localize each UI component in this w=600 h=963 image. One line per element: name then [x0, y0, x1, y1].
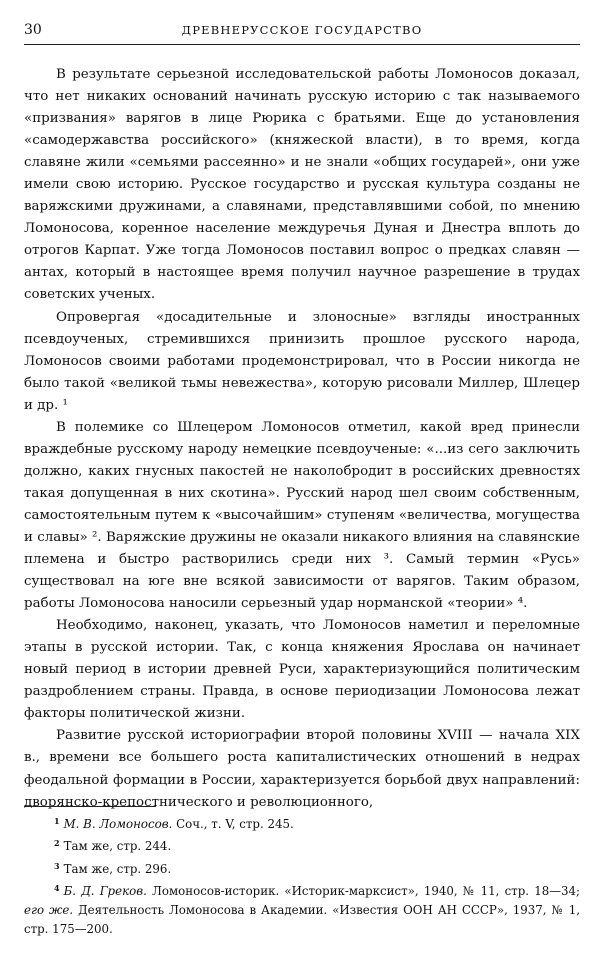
paragraph: В полемике со Шлецером Ломоносов отметил, какой вред принесли враждебные русскому народу немецкие псевдоученые: «...из сего заключить должно, каких гнусных пакостей не наколобродит в российских древностях такая допущенная в них скотина». Русский народ шел своим собственным, самостоятельным путем к «высочайшим» ступеням «величества, могущества и славы» ². Варяжские дружины не оказали никакого влияния на славянские племена и быстро растворились среди них ³. Самый термин «Русь» существовал на юге вне всякой зависимости от варягов. Таким образом, работы Ломоносова наносили серьезный удар норманской «теории» ⁴.	[24, 419, 580, 612]
footnote-author: Б. Д. Греков.	[63, 883, 147, 898]
body-text	[24, 64, 580, 814]
paragraph: Необходимо, наконец, указать, что Ломоносов наметил и переломные этапы в русской истории. Так, с конца княжения Ярослава он начинает новый период в истории древней Руси, характеризующийся политическим раздроблением страны. Правда, в основе периодизации Ломоносова лежат факторы политической жизни.	[24, 618, 580, 722]
footnotes	[24, 812, 580, 940]
page-number: 30	[24, 22, 42, 38]
footnote-mark: 1	[54, 816, 60, 826]
footnote-text: Там же, стр. 296.	[63, 861, 172, 876]
page-header	[24, 14, 580, 45]
footnote-text: Там же, стр. 244.	[63, 839, 172, 854]
footnote-divider	[24, 806, 156, 807]
footnote-mark: 2	[54, 838, 60, 849]
paragraph: В результате серьезной исследовательской работы Ломоносов доказал, что нет никаких оснований начинать русскую историю с так называемого «призвания» варягов в лице Рюрика с братьями. Еще до установления «самодержавства российского» (княжеской власти), в то время, когда славяне жили «семьями рассеянно» и не знали «общих государей», они уже имели свою историю. Русское государство и русская культура созданы не варяжскими дружинами, а славянами, представлявшими собой, по мнению Ломоносова, коренное население междуречья Дуная и Днестра вплоть до отрогов Карпат. Уже тогда Ломоносов поставил вопрос о предках славян — антах, который в настоящее время получил научное разрешение в трудах советских ученых.	[24, 67, 580, 303]
paragraph: Развитие русской историографии второй половины XVIII — начала XIX в., времени все большего роста капиталистических отношений в недрах феодальной формации в России, характеризуется борьбой двух направлений: дворянско-крепостнического и революционного,	[24, 728, 580, 810]
footnote	[24, 834, 580, 856]
footnote	[24, 879, 580, 940]
footnote-author: М. В. Ломоносов.	[63, 817, 173, 831]
footnote-text: Соч., т. V, стр. 245.	[176, 817, 294, 831]
footnote-mark: 4	[54, 882, 60, 893]
footnote-text: Деятельность Ломоносова в Академии. «Известия ООН АН СССР», 1937, № 1, стр. 175—200.	[24, 903, 581, 937]
paragraph: Опровергая «досадительные и злоносные» взгляды иностранных псевдоученых, стремившихся принизить прошлое русского народа, Ломоносов своими работами продемонстрировал, что в России никогда не было такой «великой тьмы невежества», которую рисовали Миллер, Шлецер и др. ¹	[24, 309, 580, 413]
running-title: ДРЕВНЕРУССКОЕ ГОСУДАРСТВО	[181, 23, 423, 37]
footnote-author-ibid: его же.	[24, 903, 74, 918]
footnote-text: Ломоносов-историк. «Историк-марксист», 1940, № 11, стр. 18—34;	[152, 883, 580, 898]
footnote	[24, 812, 580, 834]
footnote-mark: 3	[54, 860, 60, 871]
footnote	[24, 857, 580, 879]
